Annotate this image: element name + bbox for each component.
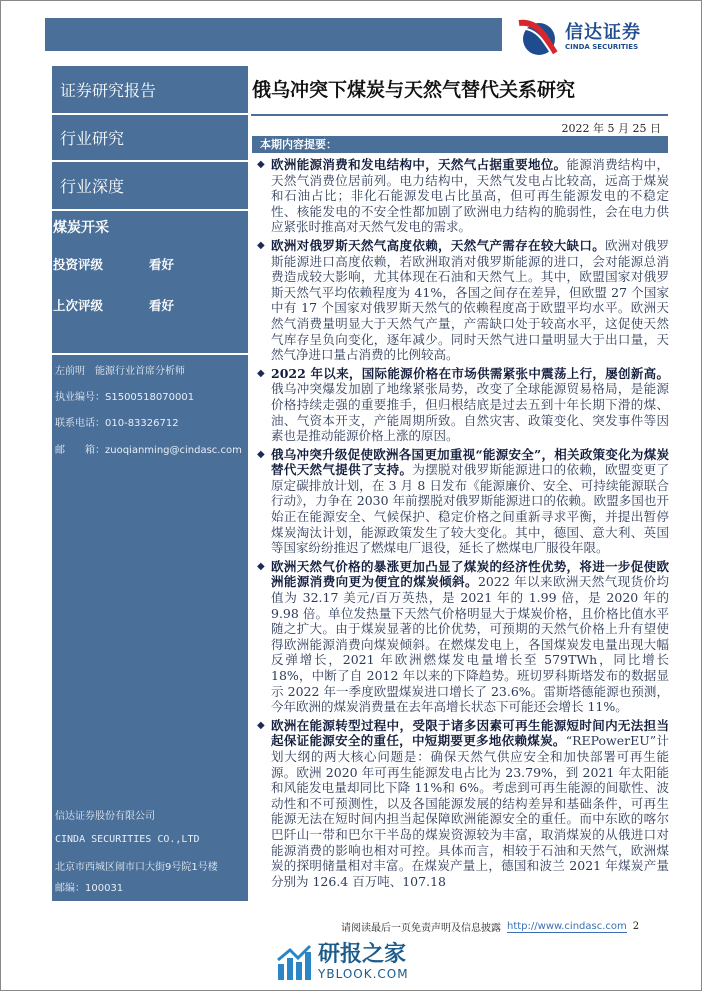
subcategory-block (52, 162, 248, 209)
logo-text-en: CINDA SECURITIES (565, 43, 639, 51)
paragraph-lead: 欧洲对俄罗斯天然气高度依赖，天然气产需存在较大缺口。 (271, 237, 606, 253)
logo-text-cn: 信达证券 (565, 22, 641, 43)
paragraph-text: 能源消费结构中，天然气消费位居前列。电力结构中，天然气发电占比较高，远高于煤炭和石油占比；非化石能源发电占比虽高，但可再生能源发电的不稳定性、核能发电的不安全性都加剧了欧洲电力结构的脆弱性，会在电力供应紧张时推高对天然气发电的需求。 (271, 157, 669, 235)
summary-paragraph (257, 718, 669, 890)
diamond-bullet-icon: ◆ (257, 367, 265, 379)
paragraph-text: 欧洲对俄罗斯能源进口高度依赖，若欧洲取消对俄罗斯能源的进口，会对能源总消费造成较大影响，尤其体现在石油和天然气上。其中，欧盟国家对俄罗斯天然气平均依赖程度为 41%，各国之间存在差异，但欧盟 27 个国家中有 17 个国家对俄罗斯天然气的依赖程度高于欧盟平均水平。欧洲天然气消费量明显大于天然气产量，产需缺口处于较高水平，这促使天然气库存呈负向变化，逐年减少。同时天然气进口量明显大于出口量，天然气净进口量占消费的比例较高。 (271, 237, 669, 363)
report-date: 2022 年 5 月 25 日 (561, 122, 661, 135)
watermark-cn: 研报之家 (318, 942, 407, 967)
paragraph-text: 为摆脱对俄罗斯能源进口的依赖，欧盟变更了原定碳排放计划，在 3 月 8 日发布《能源廉价、安全、可持续能源联合行动》，力争在 2030 年前摆脱对俄罗斯能源进口的依赖。欧盟多国也开始正在能源安全、气候保护、稳定价格之间重新寻求平衡，并提出暂停煤炭淘汰计划，能源政策发生了较大变化。其中，德国、意大利、英国等国家纷纷推迟了燃煤电厂退役，延长了燃煤电厂服役年限。 (271, 462, 669, 556)
cinda-logo (515, 17, 685, 57)
summary-paragraph (257, 366, 669, 444)
analyst-block (52, 355, 248, 901)
summary-body (257, 157, 669, 892)
disclaimer-text: 请阅读最后一页免责声明及信息披露 (341, 923, 501, 934)
summary-paragraph (257, 447, 669, 556)
paragraph-lead: 俄乌冲突升级促使欧洲各国更加重视“能源安全”，相关政策变化为煤炭替代天然气提供了支持。 (271, 446, 669, 478)
page-number: 2 (632, 921, 640, 932)
category-block (52, 115, 248, 160)
title-divider (251, 114, 668, 116)
company-postcode: 邮编：100031 (55, 883, 124, 894)
diamond-bullet-icon: ◆ (257, 239, 265, 251)
subcategory: 行业深度 (60, 177, 125, 196)
rating-label: 投资评级 (53, 257, 104, 272)
diamond-bullet-icon: ◆ (257, 560, 265, 572)
company-name-en: CINDA SECURITIES CO.,LTD (55, 834, 200, 845)
paragraph-lead: 2022 年以来，国际能源价格在市场供需紧张中震荡上行，屡创新高。 (271, 365, 669, 381)
analyst-email[interactable]: 邮 箱：zuoqianming@cindasc.com (55, 445, 242, 456)
paragraph-lead: 欧洲天然气价格的暴涨更加凸显了煤炭的经济性优势，将进一步促使欧洲能源消费向更为便宜的煤炭倾斜。 (271, 558, 669, 590)
bar-chart-logo-icon (276, 944, 312, 980)
company-name-cn: 信达证券股份有限公司 (55, 811, 155, 822)
page-title: 俄乌冲突下煤炭与天然气替代关系研究 (252, 79, 576, 101)
report-type-block (52, 66, 248, 113)
rating-block (52, 211, 248, 353)
diamond-bullet-icon: ◆ (257, 159, 265, 170)
rating-value: 看好 (149, 257, 175, 272)
analyst-phone: 联系电话：010-83326712 (55, 418, 179, 429)
page-footer (341, 919, 639, 934)
prev-rating-label: 上次评级 (53, 298, 104, 313)
paragraph-lead: 欧洲能源消费和发电结构中，天然气占据重要地位。 (271, 157, 567, 172)
watermark-en: YBLOOK.COM (318, 967, 409, 981)
summary-paragraph (257, 157, 669, 235)
summary-paragraph (257, 238, 669, 363)
website-link[interactable]: http://www.cindasc.com (507, 920, 627, 932)
summary-paragraph (257, 559, 669, 715)
analyst-license: 执业编号：S1500518070001 (55, 392, 195, 403)
paragraph-text: “REPowerEU”计划大纲的两大核心问题是：确保天然气供应安全和加快部署可再生能源。欧洲 2020 年可再生能源发电占比为 23.79%，到 2021 年太阳能和风能发电量却同比下降 11%和 6%。考虑到可再生能源的间歇性、波动性和不可预测性，以及各国能源发展的结构差异和基础条件，可再生能源无法在短时间内担当起保障欧洲能源安全的重任。而中东欧的喀尔巴阡山一带和巴尔干半岛的煤炭资源较为丰富，取消煤炭的从俄进口对能源消费的影响也相对可控。具体而言，相较于石油和天然气，欧洲煤炭的探明储量相对丰富。在煤炭产量上，德国和波兰 2021 年煤炭产量分别为 126.4 百万吨、107.18 (271, 733, 669, 889)
summary-header: 本期内容提要： (252, 136, 668, 153)
watermark (276, 943, 409, 981)
paragraph-text: 俄乌冲突爆发加剧了地缘紧张局势，改变了全球能源贸易格局，是能源价格持续走强的重要推手，但归根结底是过去五到十年长期下滑的煤、油、气资本开支，产能周期所致。自然灾害、政策变化、突发事件等因素也是推动能源价格上涨的原因。 (271, 381, 669, 444)
cinda-logo-icon (515, 17, 559, 57)
report-type: 证券研究报告 (60, 81, 157, 100)
paragraph-text: 2022 年以来欧洲天然气现货价均值为 32.17 美元/百万英热，是 2021 年的 1.99 倍，是 2020 年的 9.98 倍。单位发热量下天然气价格明显大于煤炭价格，且价格比值水平随之扩大。由于煤炭显著的比价优势，可预期的天然气价格上升有望使得欧洲能源消费向煤炭倾斜。在燃煤发电上，各国煤炭发电量出现大幅反弹增长，2021 年欧洲燃煤发电量增长至 579TWh，同比增长 18%，中断了自 2012 年以来的下降趋势。班切罗科斯塔发布的数据显示 2022 年一季度欧盟煤炭进口增长了 23.6%。雷斯塔德能源也预测，今年欧洲的煤炭消费量在去年高增长状态下可能还会增长 11%。 (271, 574, 669, 715)
paragraph-lead: 欧洲在能源转型过程中，受限于诸多因素可再生能源短时间内无法担当起保证能源安全的重任，中短期要更多地依赖煤炭。 (271, 717, 669, 749)
company-address: 北京市西城区闹市口大街9号院1号楼 (55, 862, 218, 873)
analyst-name: 左前明 能源行业首席分析师 (55, 366, 185, 377)
header-bar (45, 18, 502, 51)
category: 行业研究 (60, 129, 125, 148)
diamond-bullet-icon: ◆ (257, 719, 265, 731)
industry: 煤炭开采 (53, 220, 109, 236)
prev-rating-value: 看好 (149, 298, 175, 313)
diamond-bullet-icon: ◆ (257, 448, 265, 460)
